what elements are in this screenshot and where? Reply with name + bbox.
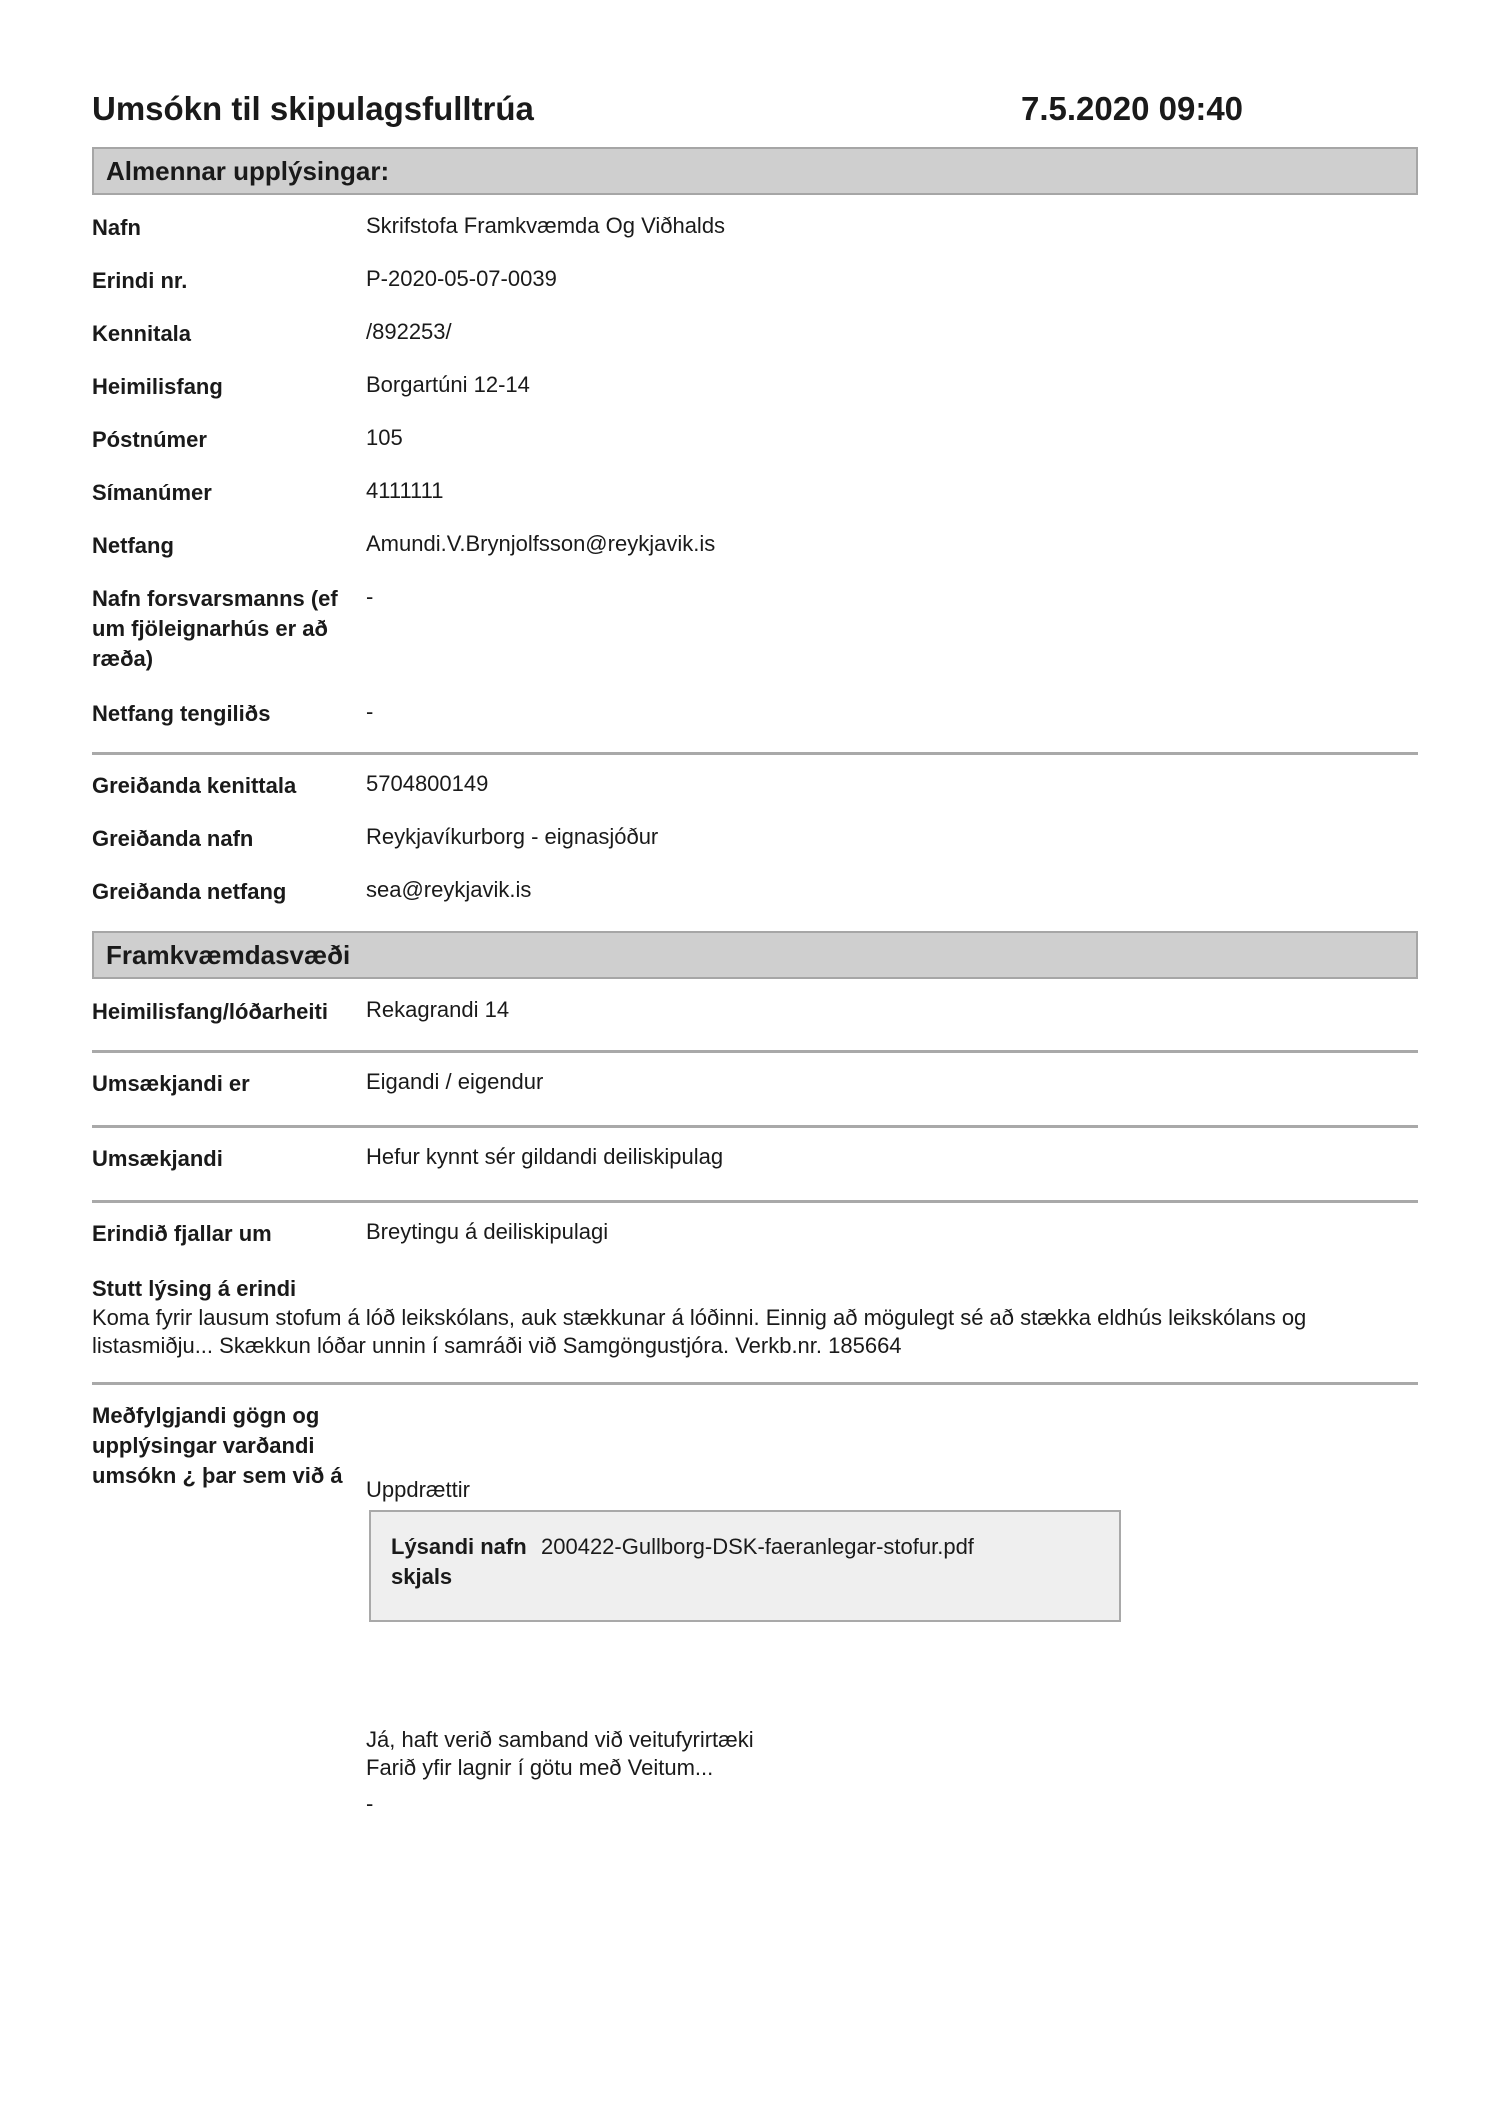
divider — [92, 1382, 1418, 1385]
label-kennitala: Kennitala — [92, 321, 192, 346]
value-case-number: P-2020-05-07-0039 — [366, 266, 557, 291]
label-case-subject: Erindið fjallar um — [92, 1221, 272, 1246]
value-applicant-type: Eigandi / eigendur — [366, 1069, 544, 1094]
section-header-general: Almennar upplýsingar: — [92, 147, 1418, 195]
attachment-file-link[interactable]: 200422-Gullborg-DSK-faeranlegar-stofur.pdf — [541, 1534, 974, 1559]
value-applicant: Hefur kynnt sér gildandi deiliskipulag — [366, 1144, 724, 1169]
attachment-box — [369, 1510, 1121, 1622]
label-payer-name: Greiðanda nafn — [92, 826, 254, 851]
label-postal-code: Póstnúmer — [92, 427, 207, 452]
value-name: Skrifstofa Framkvæmda Og Viðhalds — [366, 213, 726, 238]
value-payer-name: Reykjavíkurborg - eignasjóður — [366, 824, 659, 849]
divider — [92, 1200, 1418, 1203]
divider — [92, 752, 1418, 755]
value-payer-email: sea@reykjavik.is — [366, 877, 532, 902]
value-case-subject: Breytingu á deiliskipulagi — [366, 1219, 609, 1244]
description-label: Stutt lýsing á erindi — [92, 1276, 297, 1301]
label-address: Heimilisfang — [92, 374, 223, 399]
label-representative: Nafn forsvarsmanns (ef um fjöleignarhús er að ræða) — [92, 586, 338, 671]
value-phone: 4111111 — [366, 478, 444, 503]
label-contact-email: Netfang tengiliðs — [92, 701, 271, 726]
document-datetime: 7.5.2020 09:40 — [1021, 90, 1244, 127]
description-text: Koma fyrir lausum stofum á lóð leikskólans, auk stækkunar á lóðinni. Einnig að mögulegt sé að stækka eldhús leikskólans og listasmiðju... Skækkun lóðar unnin í samráði við Samgöngustjóra. Verkb.nr. 185664 — [92, 1305, 1307, 1358]
value-payer-kennitala: 5704800149 — [366, 771, 489, 796]
attachment-category: Uppdrættir — [366, 1477, 470, 1502]
utility-extra: - — [366, 1791, 374, 1816]
utility-contact-details: Farið yfir lagnir í götu með Veitum... — [366, 1755, 714, 1780]
label-attachments: Meðfylgjandi gögn og upplýsingar varðandi umsókn ¿ þar sem við á — [92, 1403, 343, 1488]
divider — [92, 1050, 1418, 1053]
label-case-number: Erindi nr. — [92, 268, 188, 293]
utility-contact-status: Já, haft verið samband við veitufyrirtæki — [366, 1727, 754, 1752]
label-applicant: Umsækjandi — [92, 1146, 223, 1171]
label-payer-kennitala: Greiðanda kenittala — [92, 773, 297, 798]
label-site-address: Heimilisfang/lóðarheiti — [92, 999, 328, 1024]
label-payer-email: Greiðanda netfang — [92, 879, 287, 904]
value-email: Amundi.V.Brynjolfsson@reykjavik.is — [366, 531, 716, 556]
label-email: Netfang — [92, 533, 174, 558]
value-kennitala: /892253/ — [366, 319, 452, 344]
value-postal-code: 105 — [366, 425, 403, 450]
divider — [92, 1125, 1418, 1128]
label-applicant-type: Umsækjandi er — [92, 1071, 250, 1096]
attachment-file-label: Lýsandi nafn skjals — [391, 1534, 527, 1589]
value-contact-email: - — [366, 699, 374, 724]
value-site-address: Rekagrandi 14 — [366, 997, 510, 1022]
value-address: Borgartúni 12-14 — [366, 372, 530, 397]
label-phone: Símanúmer — [92, 480, 212, 505]
label-name: Nafn — [92, 215, 141, 240]
document-title: Umsókn til skipulagsfulltrúa — [92, 90, 534, 127]
value-representative: - — [366, 584, 374, 609]
section-header-site: Framkvæmdasvæði — [92, 931, 1418, 979]
